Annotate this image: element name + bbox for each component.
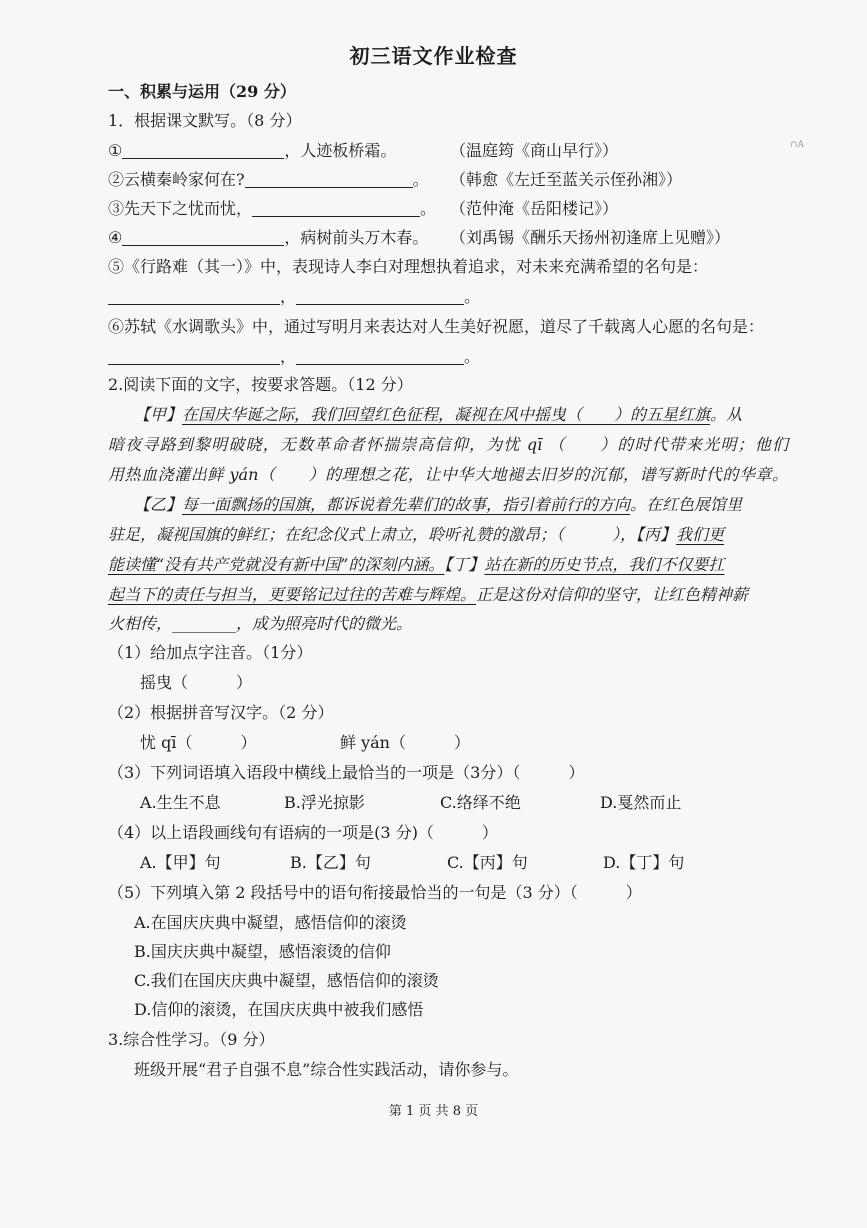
q1-item-5-answer: [108, 286, 480, 308]
sub-q4-option-d[interactable]: D.【丁】句: [603, 853, 685, 872]
q3-text: 班级开展“君子自强不息”综合性实践活动，请你参与。: [134, 1060, 519, 1079]
sub-q1-item[interactable]: 摇曳（ ）: [140, 673, 253, 692]
underlined-sentence-bing-cont: 能读懂“没有共产党就没有新中国”的深刻内涵。: [108, 555, 445, 574]
page-footer: 第 1 页 共 8 页: [388, 1104, 479, 1119]
sub-q4-option-c[interactable]: C.【丙】句: [447, 853, 528, 872]
item-text: ③先天下之忧而忧，: [108, 199, 253, 218]
tag-bing: 【丙】: [636, 525, 677, 544]
q1-item-6-answer: [108, 346, 480, 368]
item-text: ，人迹板桥霜。: [284, 141, 397, 160]
comma: ，: [280, 347, 297, 366]
item-end: 。: [420, 199, 437, 218]
period: 。: [464, 347, 481, 366]
sub-q4-heading: （4）以上语段画线句有语病的一项是(3 分)（ ）: [108, 823, 498, 842]
passage-1-line-3: 用热血浇灌出鲜 yán（ ）的理想之花，让中华大地褪去旧岁的沉郁，谱写新时代的华章。: [108, 465, 788, 484]
sub-q2-heading: （2）根据拼音写汉字。（2 分）: [108, 703, 334, 722]
answer-blank[interactable]: [122, 142, 284, 159]
item-end: 。: [412, 170, 429, 189]
item-number: ①: [108, 141, 123, 160]
q1-item-3-source: （范仲淹《岳阳楼记》）: [450, 199, 619, 218]
q2-heading: 2.阅读下面的文字，按要求答题。（12 分）: [108, 375, 413, 394]
q1-item-6: ⑥苏轼《水调歌头》中，通过写明月来表达对人生美好祝愿，道尽了千载离人心愿的名句是：: [108, 317, 765, 336]
passage-2-line-5: 火相传，________，成为照亮时代的微光。: [108, 614, 413, 633]
q1-item-2: [108, 169, 429, 191]
q1-item-4: [108, 227, 428, 249]
passage-1-line-1: [134, 404, 742, 426]
q1-item-5: ⑤《行路难（其一）》中，表现诗人李白对理想执着追求，对未来充满希望的名句是：: [108, 257, 709, 276]
tag-jia: 【甲】: [134, 405, 183, 424]
text: 驻足，凝视国旗的鲜红；在纪念仪式上肃立，聆听礼赞的激昂；（ ），: [108, 525, 637, 544]
passage-2-line-1: [134, 494, 742, 516]
q1-item-3: [108, 198, 436, 220]
sub-q3-option-a[interactable]: A.生生不息: [140, 793, 221, 812]
answer-blank[interactable]: [252, 200, 420, 217]
sub-q2-item-a[interactable]: 忧 qī（ ）: [140, 733, 257, 752]
passage-1-line-2: 暗夜寻路到黎明破晓，无数革命者怀揣崇高信仰，为忧 qī （ ）的时代带来光明；他们: [108, 435, 788, 454]
item-text: ，病树前头万木春。: [284, 228, 429, 247]
q1-item-1: [108, 140, 396, 162]
underlined-sentence-ding: 站在新的历史节点，我们不仅要扛: [484, 555, 725, 574]
answer-blank[interactable]: [108, 288, 280, 305]
tag-yi: 【乙】: [134, 495, 183, 514]
q1-item-2-source: （韩愈《左迁至蓝关示侄孙湘》）: [450, 170, 683, 189]
passage-2-line-2: [108, 524, 724, 546]
answer-blank[interactable]: [296, 288, 464, 305]
sub-q3-option-d[interactable]: D.戛然而止: [600, 793, 682, 812]
sub-q2-item-b[interactable]: 鲜 yán（ ）: [340, 733, 470, 752]
sub-q3-heading: （3）下列词语填入语段中横线上最恰当的一项是（3分）（ ）: [108, 763, 585, 782]
item-number: ④: [108, 228, 123, 247]
sub-q1-heading: （1）给加点字注音。（1分）: [108, 643, 313, 662]
answer-blank[interactable]: [122, 229, 284, 246]
sub-q4-option-a[interactable]: A.【甲】句: [140, 853, 221, 872]
sub-q5-heading: （5）下列填入第 2 段括号中的语句衔接最恰当的一句是（3 分）（ ）: [108, 883, 642, 902]
section-heading: 一、积累与运用（29 分）: [108, 82, 296, 101]
sub-q5-option-a[interactable]: A.在国庆庆典中凝望，感悟信仰的滚烫: [134, 913, 407, 932]
answer-blank[interactable]: [245, 171, 413, 188]
sub-q3-option-c[interactable]: C.络绎不绝: [440, 793, 521, 812]
answer-blank[interactable]: [296, 348, 464, 365]
corner-mark: ∩A: [790, 140, 805, 150]
sub-q3-option-b[interactable]: B.浮光掠影: [284, 793, 365, 812]
text: 。在红色展馆里: [630, 495, 743, 514]
q1-heading: 1．根据课文默写。（8 分）: [108, 111, 302, 130]
q1-item-4-source: （刘禹锡《酬乐天扬州初逢席上见赠》）: [450, 228, 731, 247]
sub-q5-option-b[interactable]: B.国庆庆典中凝望，感悟滚烫的信仰: [134, 942, 391, 961]
underlined-sentence-ding-cont: 起当下的责任与担当，更要铭记过往的苦难与辉煌。: [108, 585, 477, 604]
underlined-sentence-yi: 每一面飘扬的国旗，都诉说着先辈们的故事，指引着前行的方向: [182, 495, 631, 514]
passage-2-line-3: [108, 554, 724, 576]
sub-q4-option-b[interactable]: B.【乙】句: [290, 853, 371, 872]
q1-item-1-source: （温庭筠《商山早行》）: [450, 141, 619, 160]
passage-2-line-4: [108, 584, 748, 606]
answer-blank[interactable]: [108, 348, 280, 365]
sub-q5-option-d[interactable]: D.信仰的滚烫，在国庆庆典中被我们感悟: [134, 1000, 424, 1019]
underlined-sentence-bing: 我们更: [676, 525, 725, 544]
comma: ，: [280, 287, 297, 306]
page-title: 初三语文作业检查: [349, 44, 518, 68]
underlined-sentence-jia: 在国庆华诞之际，我们回望红色征程，凝视在风中摇曳（ ）的五星红旗: [182, 405, 711, 424]
text: 正是这份对信仰的坚守，让红色精神薪: [476, 585, 749, 604]
text: 。从: [710, 405, 743, 424]
tag-ding: 【丁】: [444, 555, 485, 574]
q3-heading: 3.综合性学习。（9 分）: [108, 1030, 275, 1049]
sub-q5-option-c[interactable]: C.我们在国庆庆典中凝望，感悟信仰的滚烫: [134, 971, 439, 990]
item-text: ②云横秦岭家何在?: [108, 170, 245, 189]
period: 。: [464, 287, 481, 306]
